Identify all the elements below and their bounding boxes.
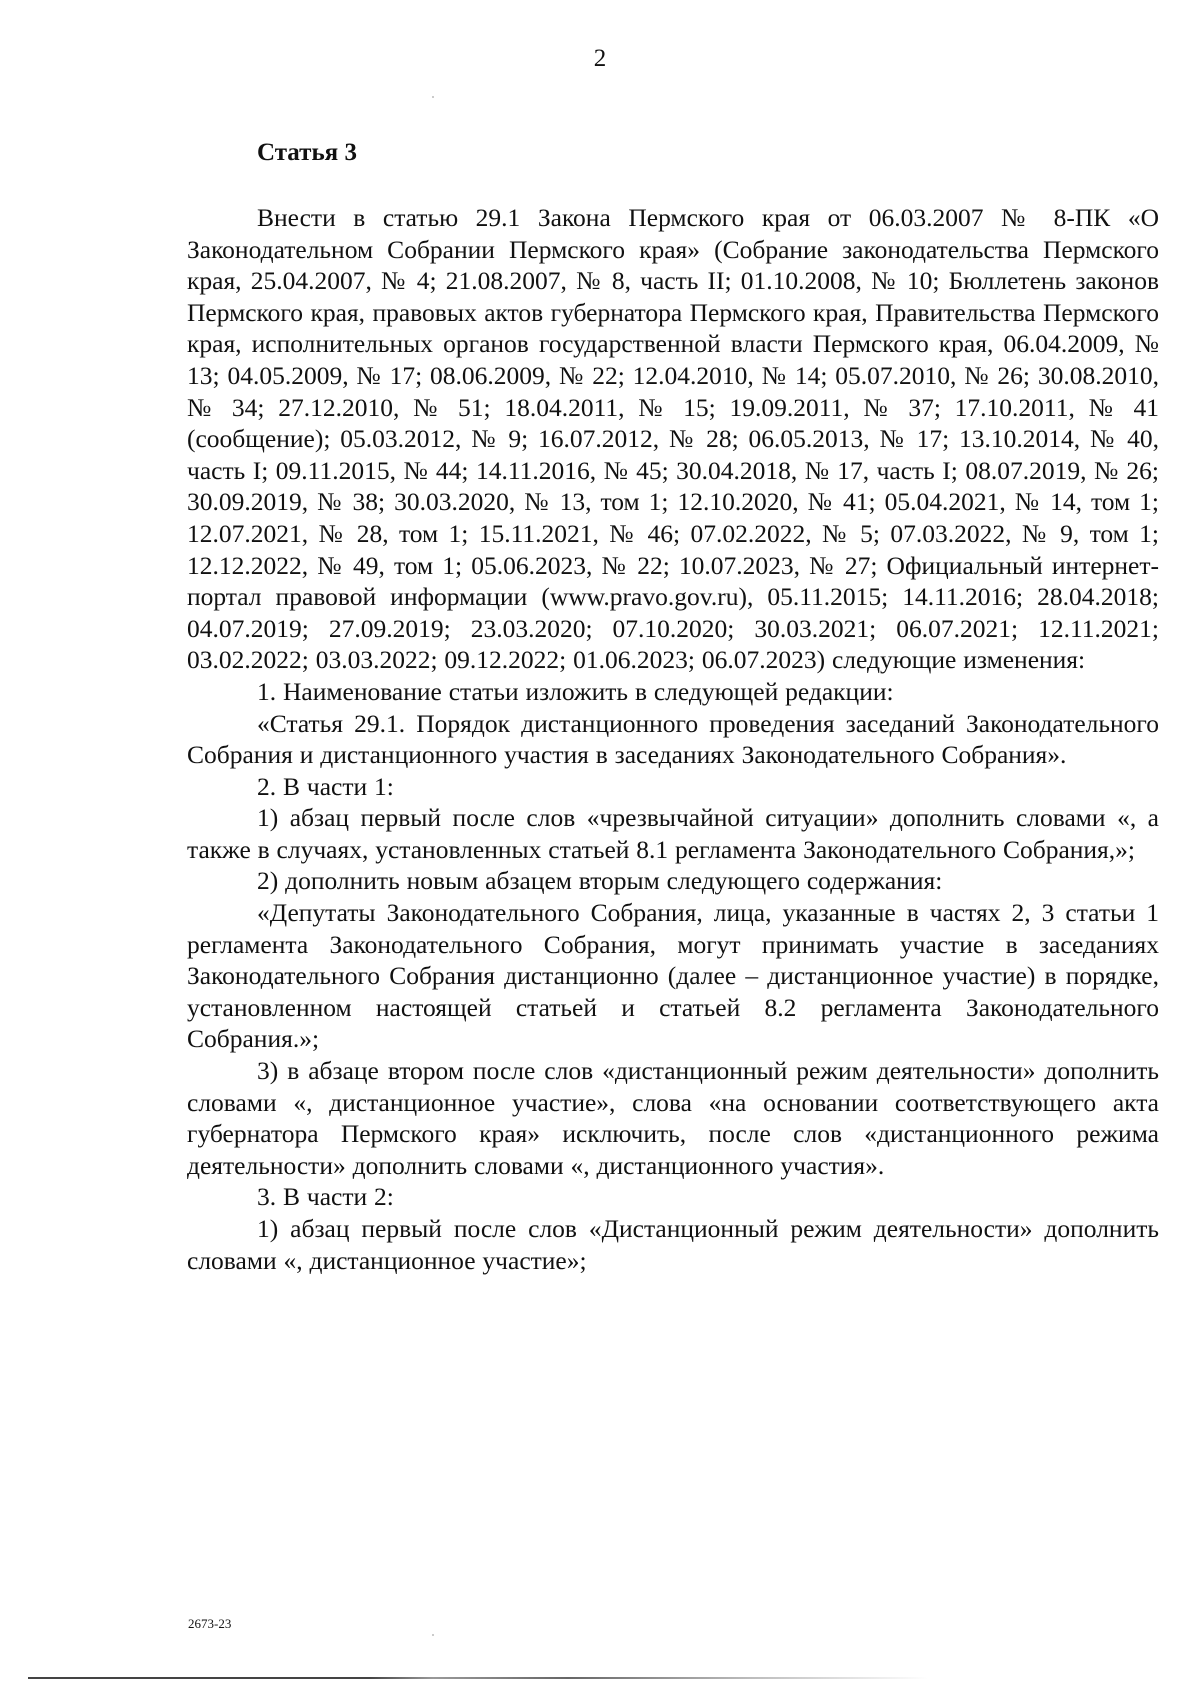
scan-speck xyxy=(432,96,434,98)
paragraph-quoted-text: «Депутаты Законодательного Собрания, лица, указанные в частях 2, 3 статьи 1 регламента Законодательного Собрания, могут принимать участие в заседаниях Законодательного Собрания дистанционно (далее – дистанционное участие) в порядке, установленном настоящей статьей и статьей 8.2 регламента Законодательного Собрания.»; xyxy=(187,898,1159,1054)
paragraph-item-1: 1. Наименование статьи изложить в следующей редакции: xyxy=(257,676,894,706)
paragraph-subitem-2-1: 1) абзац первый после слов «чрезвычайной ситуации» дополнить словами «, а также в случаях, установленных статьей 8.1 регламента Законодательного Собрания,»; xyxy=(187,803,1159,864)
paragraph-intro: Внести в статью 29.1 Закона Пермского края от 06.03.2007 № 8-ПК «О Законодательном Собрании Пермского края» (Собрание законодательства Пермского края, 25.04.2007, № 4; 21.08.2007, № 8, часть II; 01.10.2008, № 10; Бюллетень законов Пермского края, правовых актов губернатора Пермского края, Правительства Пермского края, исполнительных органов государственной власти Пермского края, 06.04.2009, № 13; 04.05.2009, № 17; 08.06.2009, № 22; 12.04.2010, № 14; 05.07.2010, № 26; 30.08.2010, № 34; 27.12.2010, № 51; 18.04.2011, № 15; 19.09.2011, № 37; 17.10.2011, № 41 (сообщение); 05.03.2012, № 9; 16.07.2012, № 28; 06.05.2013, № 17; 13.10.2014, № 40, часть I; 09.11.2015, № 44; 14.11.2016, № 45; 30.04.2018, № 17, часть I; 08.07.2019, № 26; 30.09.2019, № 38; 30.03.2020, № 13, том 1; 12.10.2020, № 41; 05.04.2021, № 14, том 1; 12.07.2021, № 28, том 1; 15.11.2021, № 46; 07.02.2022, № 5; 07.03.2022, № 9, том 1; 12.12.2022, № 49, том 1; 05.06.2023, № 22; 10.07.2023, № 27; Официальный интернет-портал правовой информации (www.pravo.gov.ru), 05.11.2015; 14.11.2016; 28.04.2018; 04.07.2019; 27.09.2019; 23.03.2020; 07.10.2020; 30.03.2021; 06.07.2021; 12.11.2021; 03.02.2022; 03.03.2022; 09.12.2022; 01.06.2023; 06.07.2023) следующие изменения: xyxy=(187,203,1159,675)
paragraph-new-title: «Статья 29.1. Порядок дистанционного проведения заседаний Законодательного Собрания и дистанционного участия в заседаниях Законодательного Собрания». xyxy=(187,708,1159,770)
paragraph-subitem-2-3: 3) в абзаце втором после слов «дистанционный режим деятельности» дополнить словами «, дистанционное участие», слова «на основании соответствующего акта губернатора Пермского края» исключить, после слов «дистанционного режима деятельности» дополнить словами «, дистанционного участия». xyxy=(187,1056,1159,1180)
paragraph-item-2: 2. В части 1: xyxy=(257,771,394,801)
paragraph-item-3: 3. В части 2: xyxy=(257,1182,394,1212)
paragraph-subitem-2-2: 2) дополнить новым абзацем вторым следующего содержания: xyxy=(257,866,943,896)
document-code: 2673-23 xyxy=(188,1616,232,1631)
scan-speck xyxy=(432,1634,434,1636)
scan-edge-line xyxy=(28,1677,928,1679)
paragraph-subitem-3-1: 1) абзац первый после слов «Дистанционный режим деятельности» дополнить словами «, дистанционное участие»; xyxy=(187,1214,1159,1275)
article-heading: Статья 3 xyxy=(257,139,357,166)
page-number: 2 xyxy=(593,45,607,72)
article-body xyxy=(187,202,1159,1276)
